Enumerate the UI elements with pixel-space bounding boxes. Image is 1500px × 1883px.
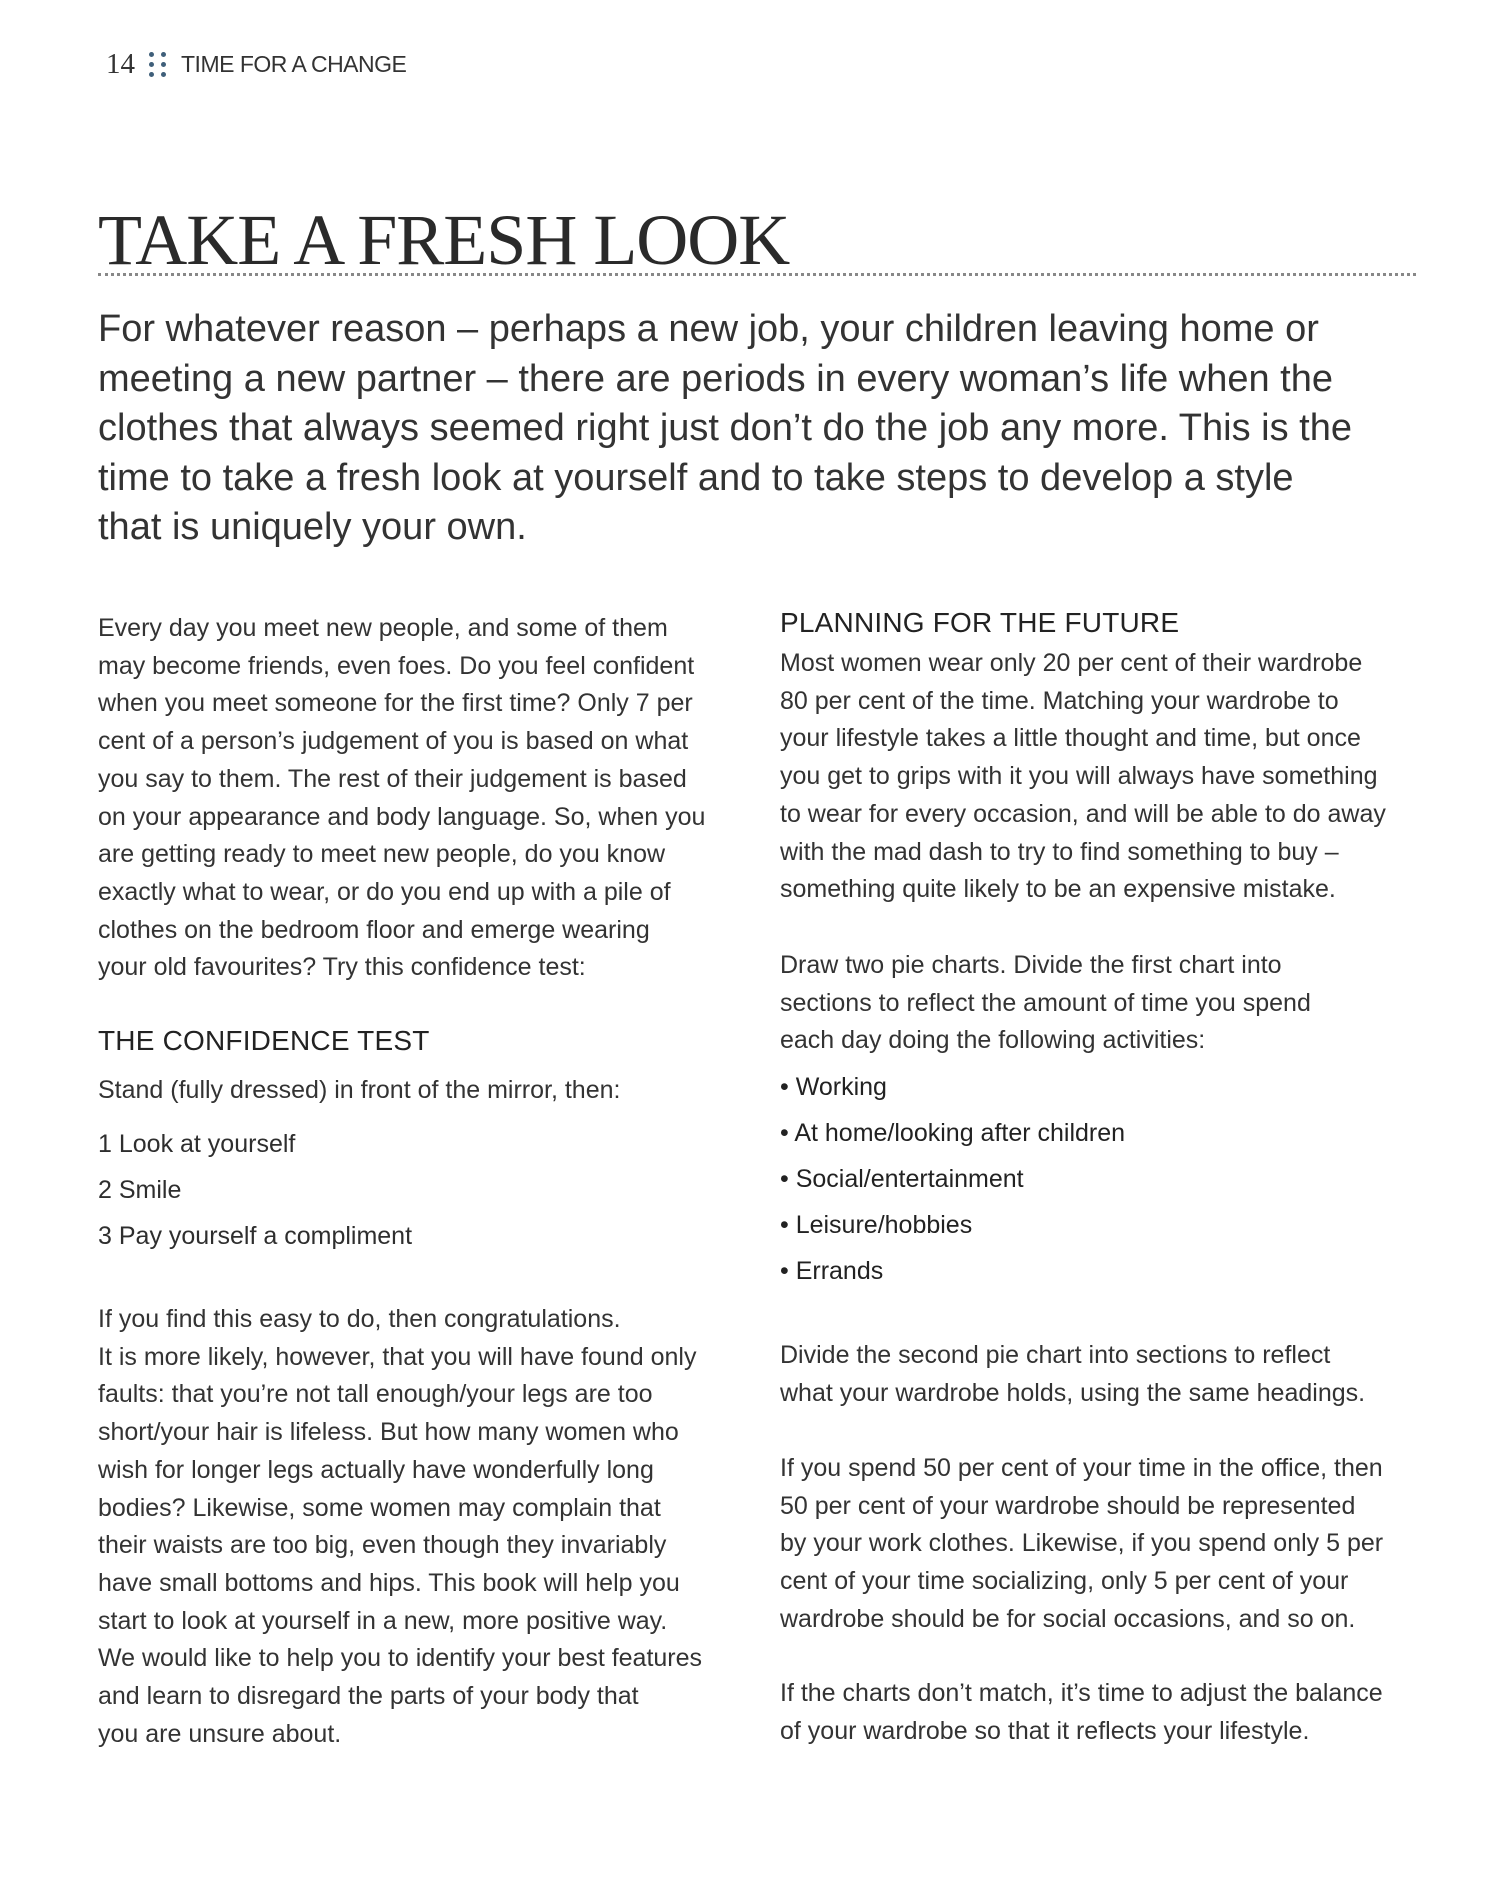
intro-paragraph	[98, 305, 1428, 553]
text-line: It is more likely, however, that you will have found only	[98, 1342, 697, 1371]
text-line: cent of your time socializing, only 5 per cent of your	[780, 1567, 1349, 1596]
text-line: on your appearance and body language. So, when you	[98, 802, 706, 831]
page-number: 14	[106, 48, 135, 80]
step-item	[98, 1213, 412, 1259]
text-line: wardrobe should be for social occasions, and so on.	[780, 1604, 1356, 1633]
text-line: Most women wear only 20 per cent of their wardrobe	[780, 649, 1363, 677]
intro-line: For whatever reason – perhaps a new job, your children leaving home or	[98, 308, 1319, 350]
intro-line: that is uniquely your own.	[98, 506, 527, 548]
text-line: sections to reflect the amount of time you spend	[780, 988, 1311, 1017]
right-paragraph-4	[780, 1450, 1383, 1639]
text-line: If you spend 50 per cent of your time in the office, then	[780, 1454, 1383, 1482]
step-item	[98, 1167, 412, 1213]
step-text: Pay yourself a compliment	[118, 1222, 413, 1250]
text-line: have small bottoms and hips. This book will help you	[98, 1568, 680, 1597]
text-line: faults: that you’re not tall enough/your legs are too	[98, 1380, 653, 1409]
text-line: cent of a person’s judgement of you is based on what	[98, 727, 689, 756]
text-line: short/your hair is lifeless. But how many women who	[98, 1418, 679, 1447]
step-number: 1	[98, 1130, 112, 1158]
text-line: 50 per cent of your wardrobe should be represented	[780, 1491, 1356, 1520]
text-line: by your work clothes. Likewise, if you spend only 5 per	[780, 1529, 1384, 1558]
dots-ornament-icon	[149, 52, 167, 77]
activity-item: • Working	[780, 1073, 887, 1101]
text-line: what your wardrobe holds, using the same headings.	[780, 1378, 1366, 1407]
step-item	[98, 1121, 412, 1167]
right-paragraph-1	[780, 645, 1386, 909]
confidence-test-heading: THE CONFIDENCE TEST	[98, 1025, 430, 1056]
activity-item: • Social/entertainment	[780, 1165, 1024, 1193]
text-line: Divide the second pie chart into sections to reflect	[780, 1341, 1331, 1369]
text-line: wish for longer legs actually have wonderfully long	[98, 1455, 654, 1484]
instruction-text: Stand (fully dressed) in front of the mirror, then:	[98, 1076, 621, 1104]
right-paragraph-3	[780, 1337, 1365, 1412]
intro-line: meeting a new partner – there are periods in every woman’s life when the	[98, 357, 1333, 400]
text-line: with the mad dash to try to find something to buy –	[780, 837, 1339, 866]
activities-list	[780, 1064, 1125, 1294]
text-line: of your wardrobe so that it reflects your lifestyle.	[780, 1716, 1310, 1745]
text-line: exactly what to wear, or do you end up with a pile of	[98, 877, 671, 906]
text-line: your lifestyle takes a little thought and time, but once	[780, 724, 1361, 753]
running-header	[106, 48, 406, 81]
text-line: are getting ready to meet new people, do you know	[98, 840, 666, 869]
step-number: 2	[98, 1176, 112, 1204]
text-line: start to look at yourself in a new, more positive way.	[98, 1606, 668, 1635]
activity-item: • Leisure/hobbies	[780, 1211, 973, 1239]
dotted-rule	[98, 273, 1416, 276]
text-line: something quite likely to be an expensive mistake.	[780, 875, 1336, 904]
text-line: clothes on the bedroom floor and emerge wearing	[98, 915, 650, 944]
section-title: TIME FOR A CHANGE	[181, 51, 407, 77]
left-paragraph-2	[98, 1301, 702, 1753]
text-line: each day doing the following activities:	[780, 1026, 1206, 1055]
activity-item: • At home/looking after children	[780, 1119, 1126, 1147]
steps-list	[98, 1121, 412, 1259]
text-line: you get to grips with it you will always have something	[780, 762, 1378, 791]
step-text: Smile	[118, 1176, 182, 1204]
text-line: to wear for every occasion, and will be able to do away	[780, 799, 1386, 828]
step-text: Look at yourself	[118, 1130, 296, 1158]
text-line: your old favourites? Try this confidence test:	[98, 953, 586, 982]
text-line: bodies? Likewise, some women may complain that	[98, 1493, 661, 1522]
text-line: and learn to disregard the parts of your body that	[98, 1682, 639, 1711]
text-line: If the charts don’t match, it’s time to adjust the balance	[780, 1679, 1383, 1707]
intro-line: time to take a fresh look at yourself and to take steps to develop a style	[98, 456, 1294, 499]
text-line: you are unsure about.	[98, 1719, 342, 1748]
left-paragraph-1	[98, 610, 705, 987]
page-title: TAKE A FRESH LOOK	[98, 200, 790, 280]
right-paragraph-2	[780, 947, 1311, 1060]
text-line: may become friends, even foes. Do you feel confident	[98, 651, 695, 680]
text-line: their waists are too big, even though they invariably	[98, 1531, 667, 1560]
text-line: you say to them. The rest of their judgement is based	[98, 764, 687, 793]
step-number: 3	[98, 1222, 112, 1250]
activity-item: • Errands	[780, 1257, 884, 1285]
text-line: If you find this easy to do, then congratulations.	[98, 1305, 621, 1333]
planning-heading: PLANNING FOR THE FUTURE	[780, 607, 1180, 638]
text-line: Every day you meet new people, and some of them	[98, 614, 668, 642]
intro-line: clothes that always seemed right just don’t do the job any more. This is the	[98, 407, 1352, 449]
text-line: when you meet someone for the first time? Only 7 per	[98, 689, 693, 718]
text-line: We would like to help you to identify your best features	[98, 1644, 703, 1673]
right-paragraph-5	[780, 1675, 1383, 1750]
text-line: Draw two pie charts. Divide the first chart into	[780, 951, 1282, 979]
text-line: 80 per cent of the time. Matching your wardrobe to	[780, 686, 1339, 715]
